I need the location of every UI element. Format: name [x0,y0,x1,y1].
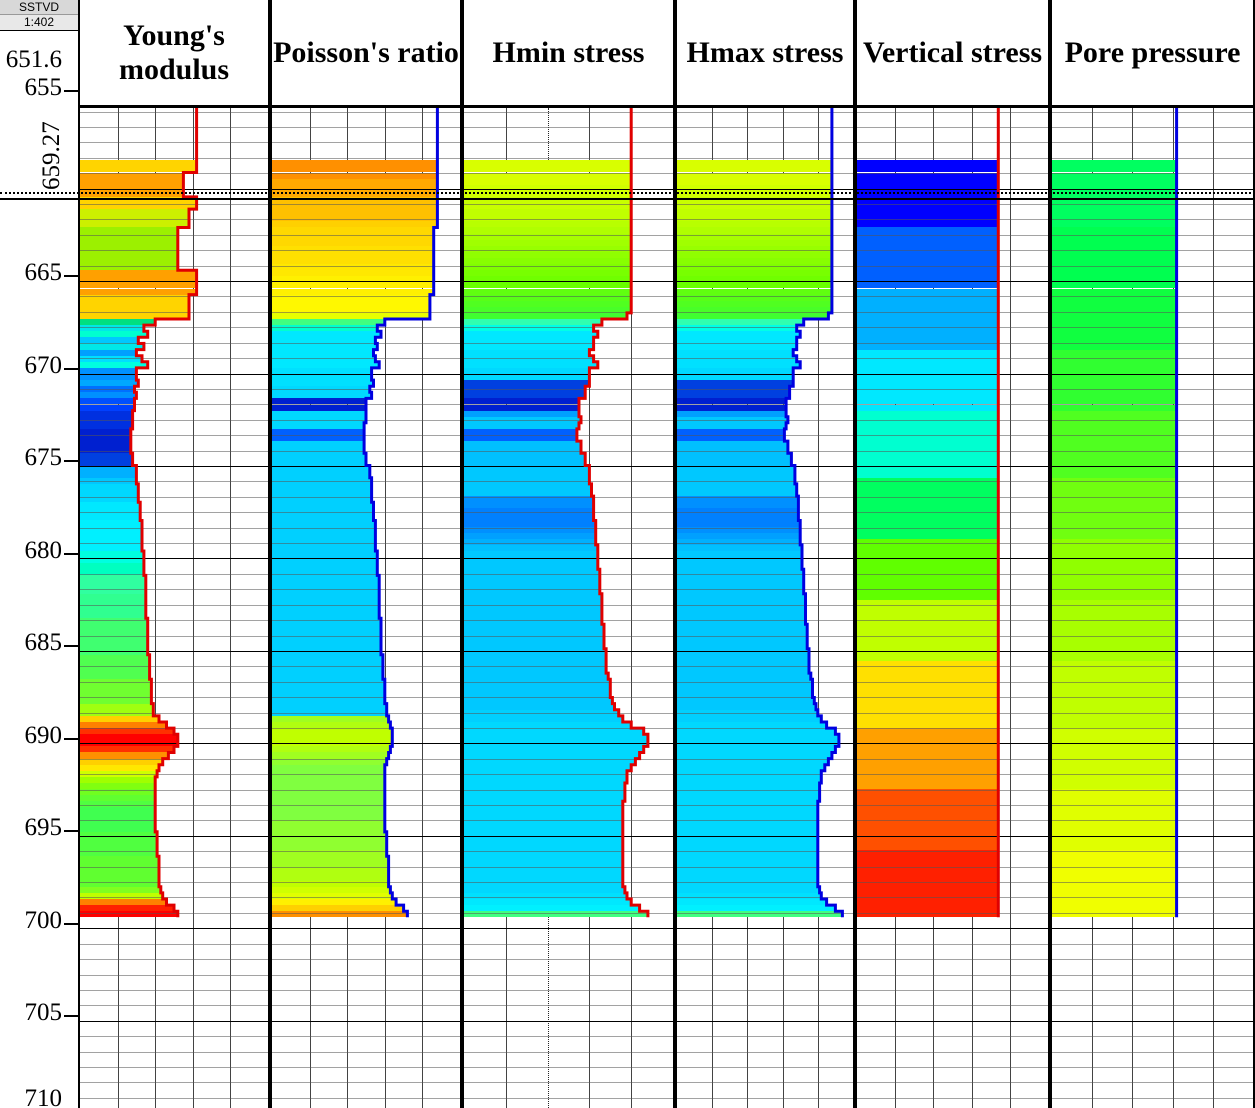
depth-tick [64,460,78,462]
track-title: Poisson's ratio [273,35,459,69]
cursor-line-dotted [0,192,1255,194]
curve-pore [1052,108,1253,1108]
track-body-pore [1052,108,1253,1108]
track-title: Vertical stress [862,35,1043,69]
track-title: Young's modulus [118,18,230,86]
track-young[interactable] [78,0,270,1108]
track-title: Hmin stress [492,35,645,69]
curve-poisson [272,108,460,1108]
depth-tick [64,830,78,832]
track-hmin[interactable] [462,0,675,1108]
depth-label: 685 [24,629,62,656]
track-body-hmax [677,108,853,1108]
track-header-hmax [677,0,853,108]
depth-label: 700 [24,906,62,934]
depth-track-name: SSTVD [0,0,78,14]
depth-label-bottom: 710 [24,1085,62,1108]
depth-tick [64,90,78,92]
depth-label: 655 [24,74,62,101]
track-title: Pore pressure [1064,35,1241,69]
depth-tick [64,368,78,370]
track-header-young [80,0,268,108]
track-body-hmin [464,108,673,1108]
depth-tick [64,738,78,740]
cursor-depth-value: 659.27 [38,121,65,190]
depth-label: 705 [24,999,62,1026]
cursor-line-solid [0,198,1255,200]
depth-tick [64,645,78,647]
depth-label: 680 [24,536,62,564]
depth-label: 670 [24,351,62,379]
curve-young [80,108,268,1108]
track-title: Hmax stress [686,35,844,69]
track-header-poisson [272,0,460,108]
depth-label: 675 [24,444,62,471]
depth-label: 665 [24,259,62,286]
track-header-hmin [464,0,673,108]
track-body-young [80,108,268,1108]
track-header-pore [1052,0,1253,108]
depth-track-header [0,0,78,31]
track-body-poisson [272,108,460,1108]
track-poisson[interactable] [270,0,462,1108]
depth-track [0,0,80,1108]
curve-vertical [857,108,1048,1108]
depth-tick [64,553,78,555]
track-body-vertical [857,108,1048,1108]
depth-tick [64,275,78,277]
curve-hmax [677,108,853,1108]
curve-hmin [464,108,673,1108]
depth-label: 695 [24,814,62,841]
depth-tick [64,923,78,925]
track-pore[interactable] [1050,0,1255,1108]
depth-top-value: 651.6 [5,46,62,73]
track-vertical[interactable] [855,0,1050,1108]
track-header-vertical [857,0,1048,108]
depth-label: 690 [24,721,62,749]
depth-tick [64,1015,78,1017]
depth-scale: 1:402 [0,14,78,30]
track-hmax[interactable] [675,0,855,1108]
